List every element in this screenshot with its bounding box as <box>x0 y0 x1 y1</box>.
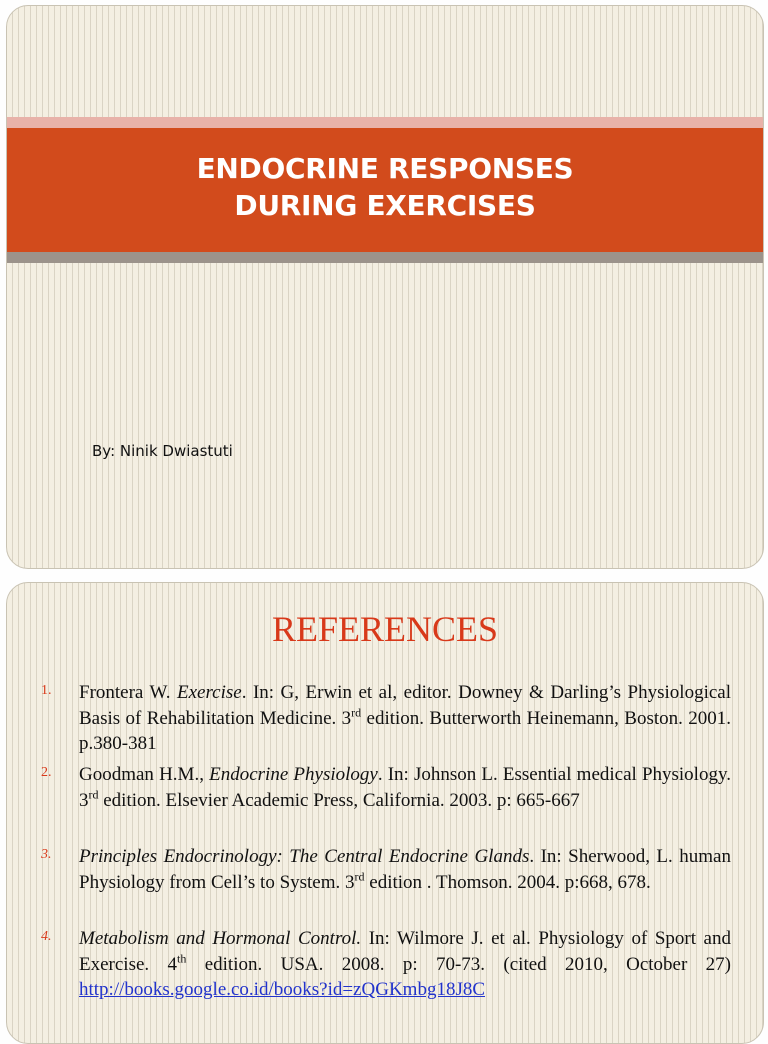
reference-details: . In: Sherwood, L. human Physiology from Cell’s to System. 3 <box>79 846 731 893</box>
reference-title: Exercise <box>176 682 242 703</box>
reference-details-cont: edition. Elsevier Academic Press, California. 2003. p: 665-667 <box>98 789 580 811</box>
reference-details: In: Wilmore J. et al. Physiology of Sport and Exercise. 4 <box>79 928 731 975</box>
reference-details-cont: edition. USA. 2008. p: 70-73. (cited 2010, October 27) <box>186 953 731 975</box>
reference-number: 2. <box>41 765 52 780</box>
author-byline: By: Ninik Dwiastuti <box>92 442 233 460</box>
slide-title <box>197 150 574 224</box>
reference-text <box>79 680 731 757</box>
title-band-bottom-stripe <box>7 252 763 263</box>
reference-superscript: rd <box>88 787 99 802</box>
reference-number: 4. <box>41 929 52 944</box>
reference-number: 3. <box>41 847 52 862</box>
title-band <box>7 128 763 252</box>
reference-details: . In: Johnson L. Essential medical Physiology. 3 <box>79 764 731 811</box>
slide-title-line-2: DURING EXERCISES <box>234 189 536 222</box>
reference-link[interactable]: http://books.google.co.id/books?id=zQGKmbg18J8C <box>79 979 486 1000</box>
reference-superscript: rd <box>354 869 365 884</box>
reference-details-cont: edition . Thomson. 2004. p:668, 678. <box>364 871 651 893</box>
title-band-top-stripe <box>7 117 763 128</box>
reference-title: Endocrine Physiology <box>209 764 378 785</box>
reference-text <box>79 762 731 813</box>
reference-number: 1. <box>41 683 52 698</box>
reference-superscript: th <box>177 951 187 966</box>
reference-title: Metabolism and Hormonal Control. <box>79 928 362 949</box>
title-slide <box>6 5 764 569</box>
references-heading: REFERENCES <box>271 609 499 649</box>
slide-title-line-1: ENDOCRINE RESPONSES <box>196 152 574 185</box>
reference-author: Goodman H.M., <box>79 764 204 785</box>
references-slide <box>6 582 764 1044</box>
reference-details-cont: edition. Butterworth Heinemann, Boston. 2001. p.380-381 <box>79 707 732 754</box>
reference-title: Principles Endocrinology: The Central Endocrine Glands <box>79 846 530 867</box>
reference-text <box>79 926 731 1003</box>
reference-superscript: rd <box>351 705 362 720</box>
reference-author: Frontera W. <box>79 682 171 703</box>
reference-details: . In: G, Erwin et al, editor. Downey & Darling’s Physiological Basis of Rehabilitation Medicine. 3 <box>79 682 732 729</box>
reference-text <box>79 844 731 895</box>
